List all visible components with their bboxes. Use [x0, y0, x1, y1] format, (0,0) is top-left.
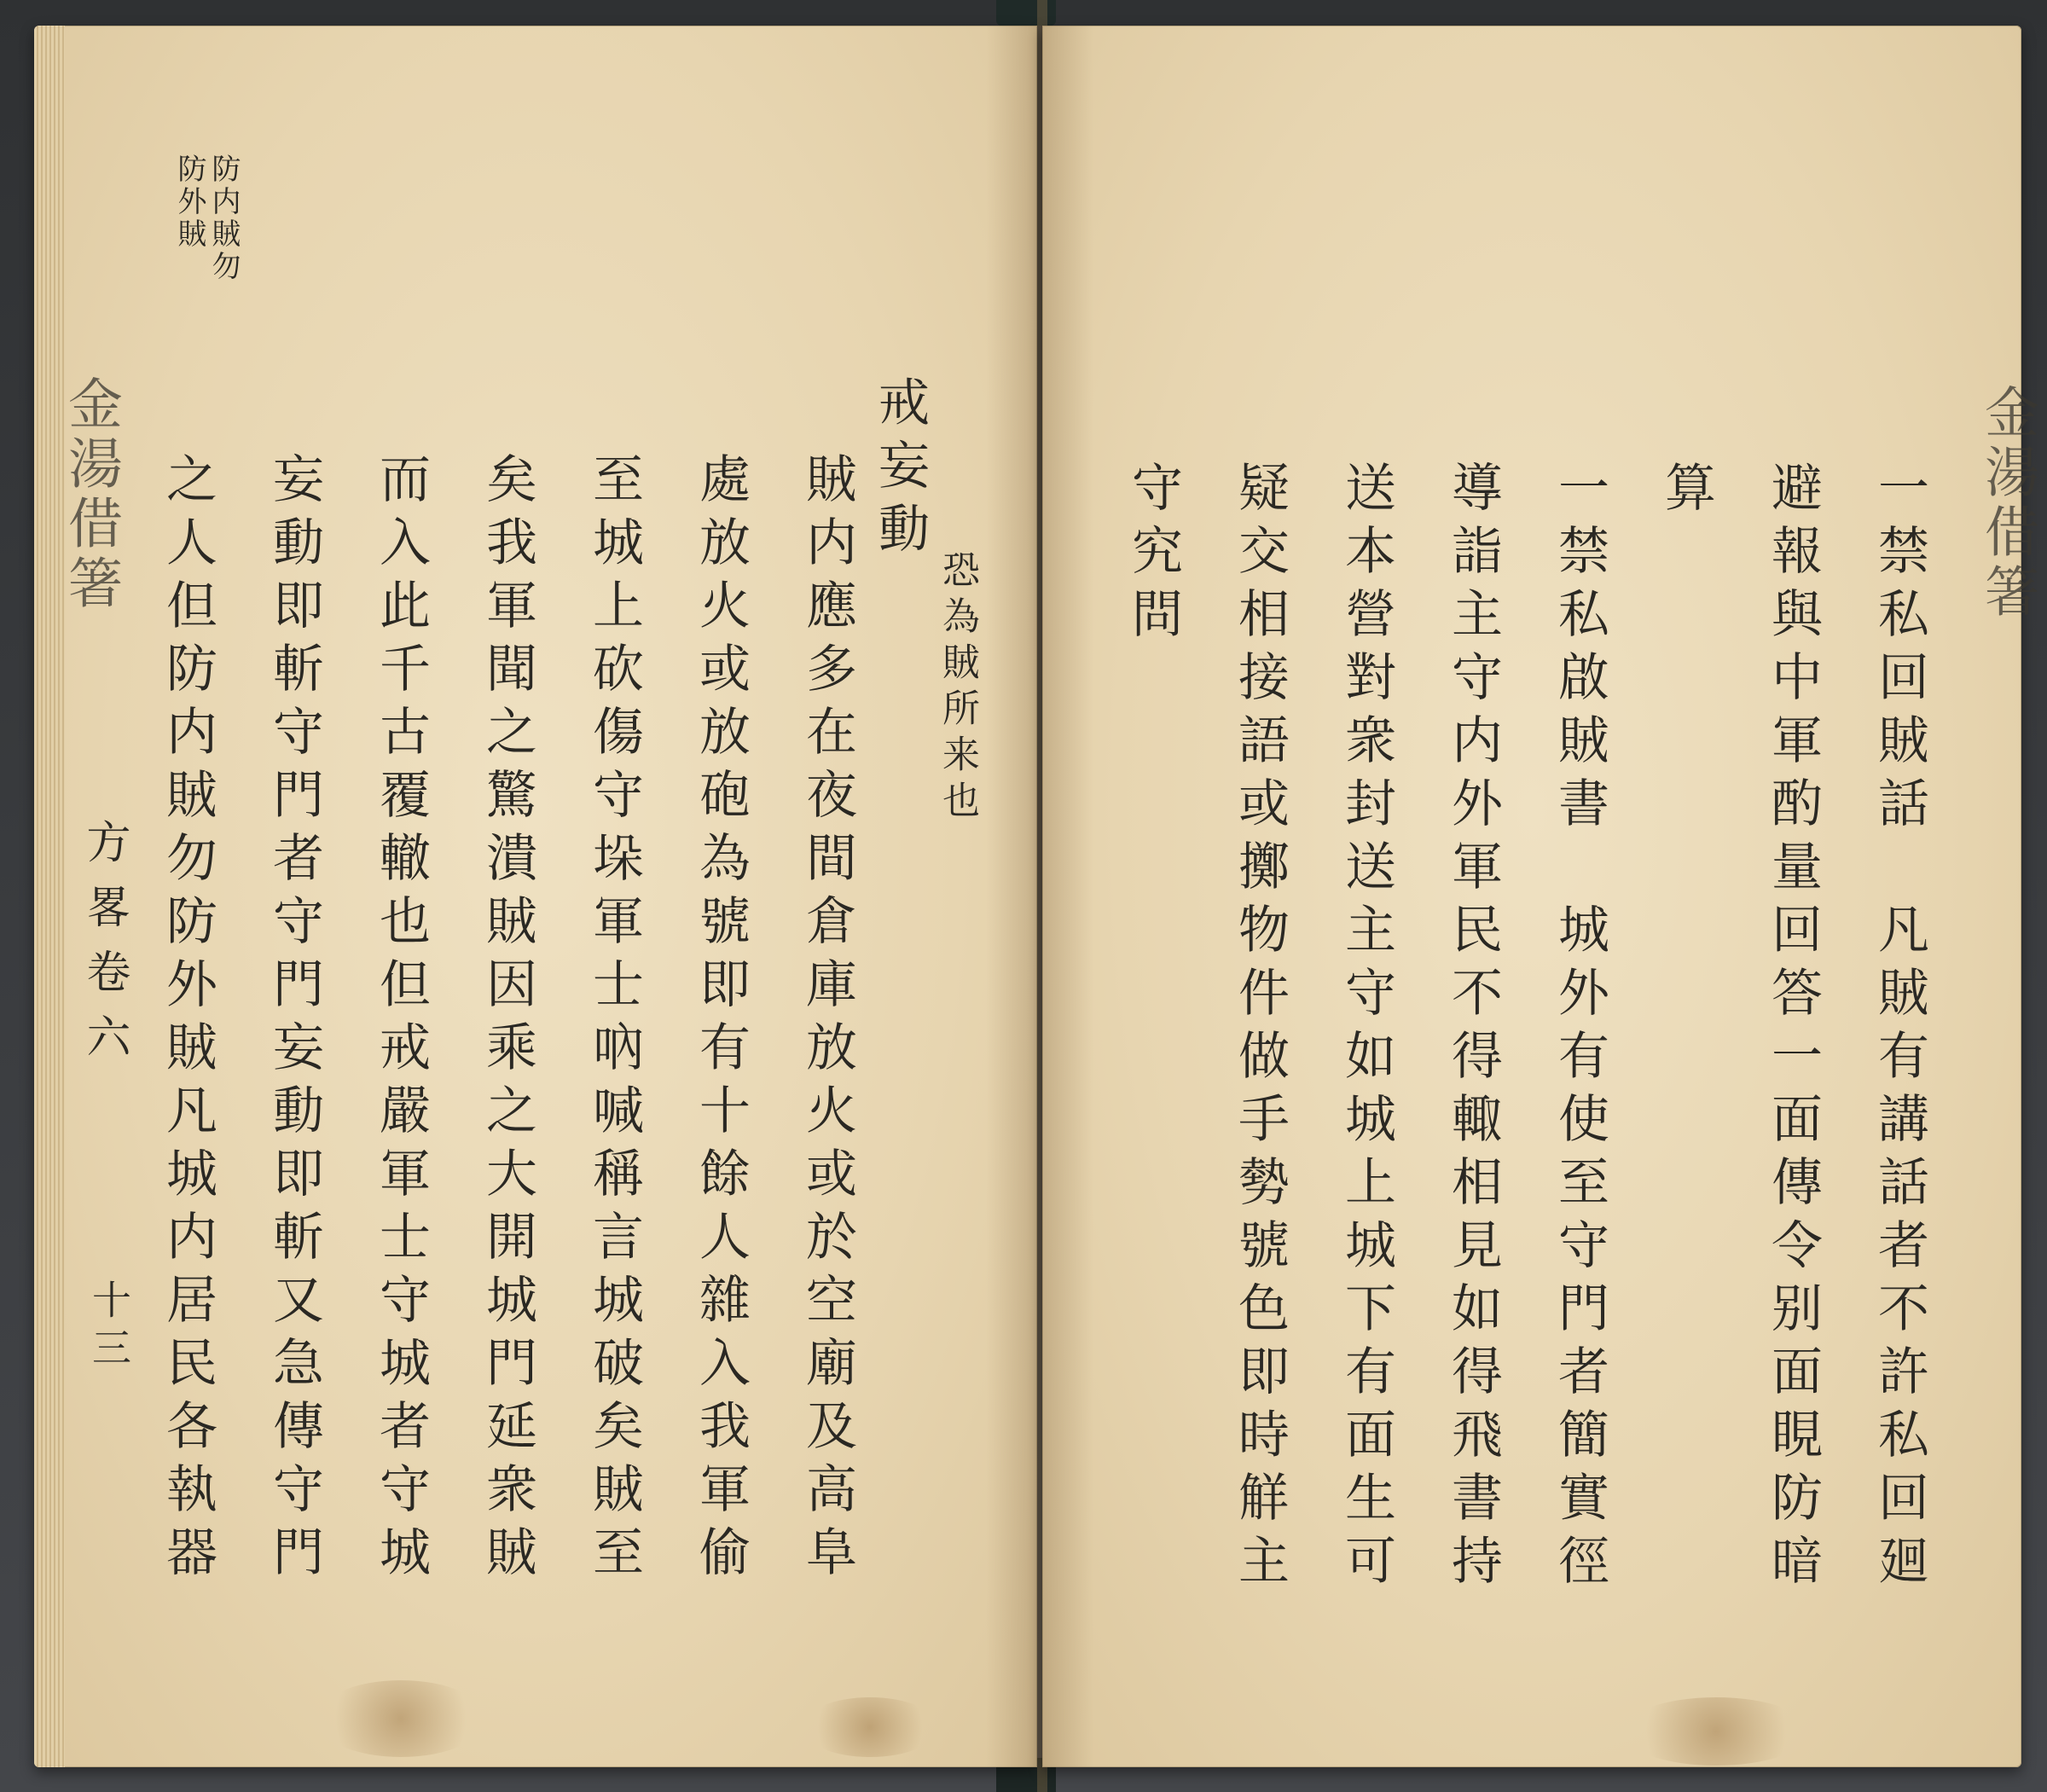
margin-book-title: 金湯借箸 [1975, 384, 2038, 623]
section-heading: 戒妄動 [870, 375, 930, 565]
heading-note: 恐為賊所来也 [936, 550, 979, 826]
text-column: 守究問 [1123, 461, 1183, 650]
text-column: 至城上砍傷守垛軍士吶喊稱言城破矣賊至 [584, 452, 644, 1588]
text-column: 算 [1656, 461, 1716, 524]
text-column: 導詣主守内外軍民不得輙相見如得飛書持 [1443, 461, 1503, 1597]
text-column: 處放火或放砲為號即有十餘人雜入我軍偷 [691, 452, 751, 1588]
page-edge-stack [34, 26, 65, 1767]
side-note-col-1: 防内賊勿 [206, 154, 241, 283]
text-column: 矣我軍聞之驚潰賊因乘之大開城門延衆賊 [478, 452, 537, 1588]
text-column: 賊内應多在夜間倉庫放火或於空廟及高阜 [797, 452, 857, 1588]
text-column: 疑交相接語或擲物件做手勢號色即時觧主 [1230, 461, 1290, 1597]
right-page [1042, 26, 2038, 1767]
page-number: 十三 [86, 1279, 132, 1375]
stain [316, 1680, 486, 1757]
text-column: 避報與中軍酌量回答一面傳令别面睍防暗 [1763, 461, 1823, 1597]
text-column: 而入此千古覆轍也但戒嚴軍士守城者守城 [371, 452, 431, 1588]
text-column: 送本營對衆封送主守如城上城下有面生可 [1337, 461, 1396, 1597]
margin-section-label: 方畧卷六 [78, 819, 130, 1078]
text-column: 妄動即斬守門者守門妄動即斬又急傳守門 [264, 452, 324, 1588]
side-note-col-2: 防外賊 [172, 154, 206, 251]
margin-book-title: 金湯借箸 [59, 375, 122, 614]
stain [802, 1697, 938, 1757]
text-column: 一禁私回賊話 凡賊有講話者不許私回廻 [1870, 461, 1929, 1597]
stain [1622, 1697, 1810, 1766]
text-column: 之人但防内賊勿防外賊凡城内居民各執器 [158, 452, 217, 1588]
text-column: 一禁私啟賊書 城外有使至守門者簡實徑 [1550, 461, 1609, 1597]
left-page [34, 26, 1037, 1767]
